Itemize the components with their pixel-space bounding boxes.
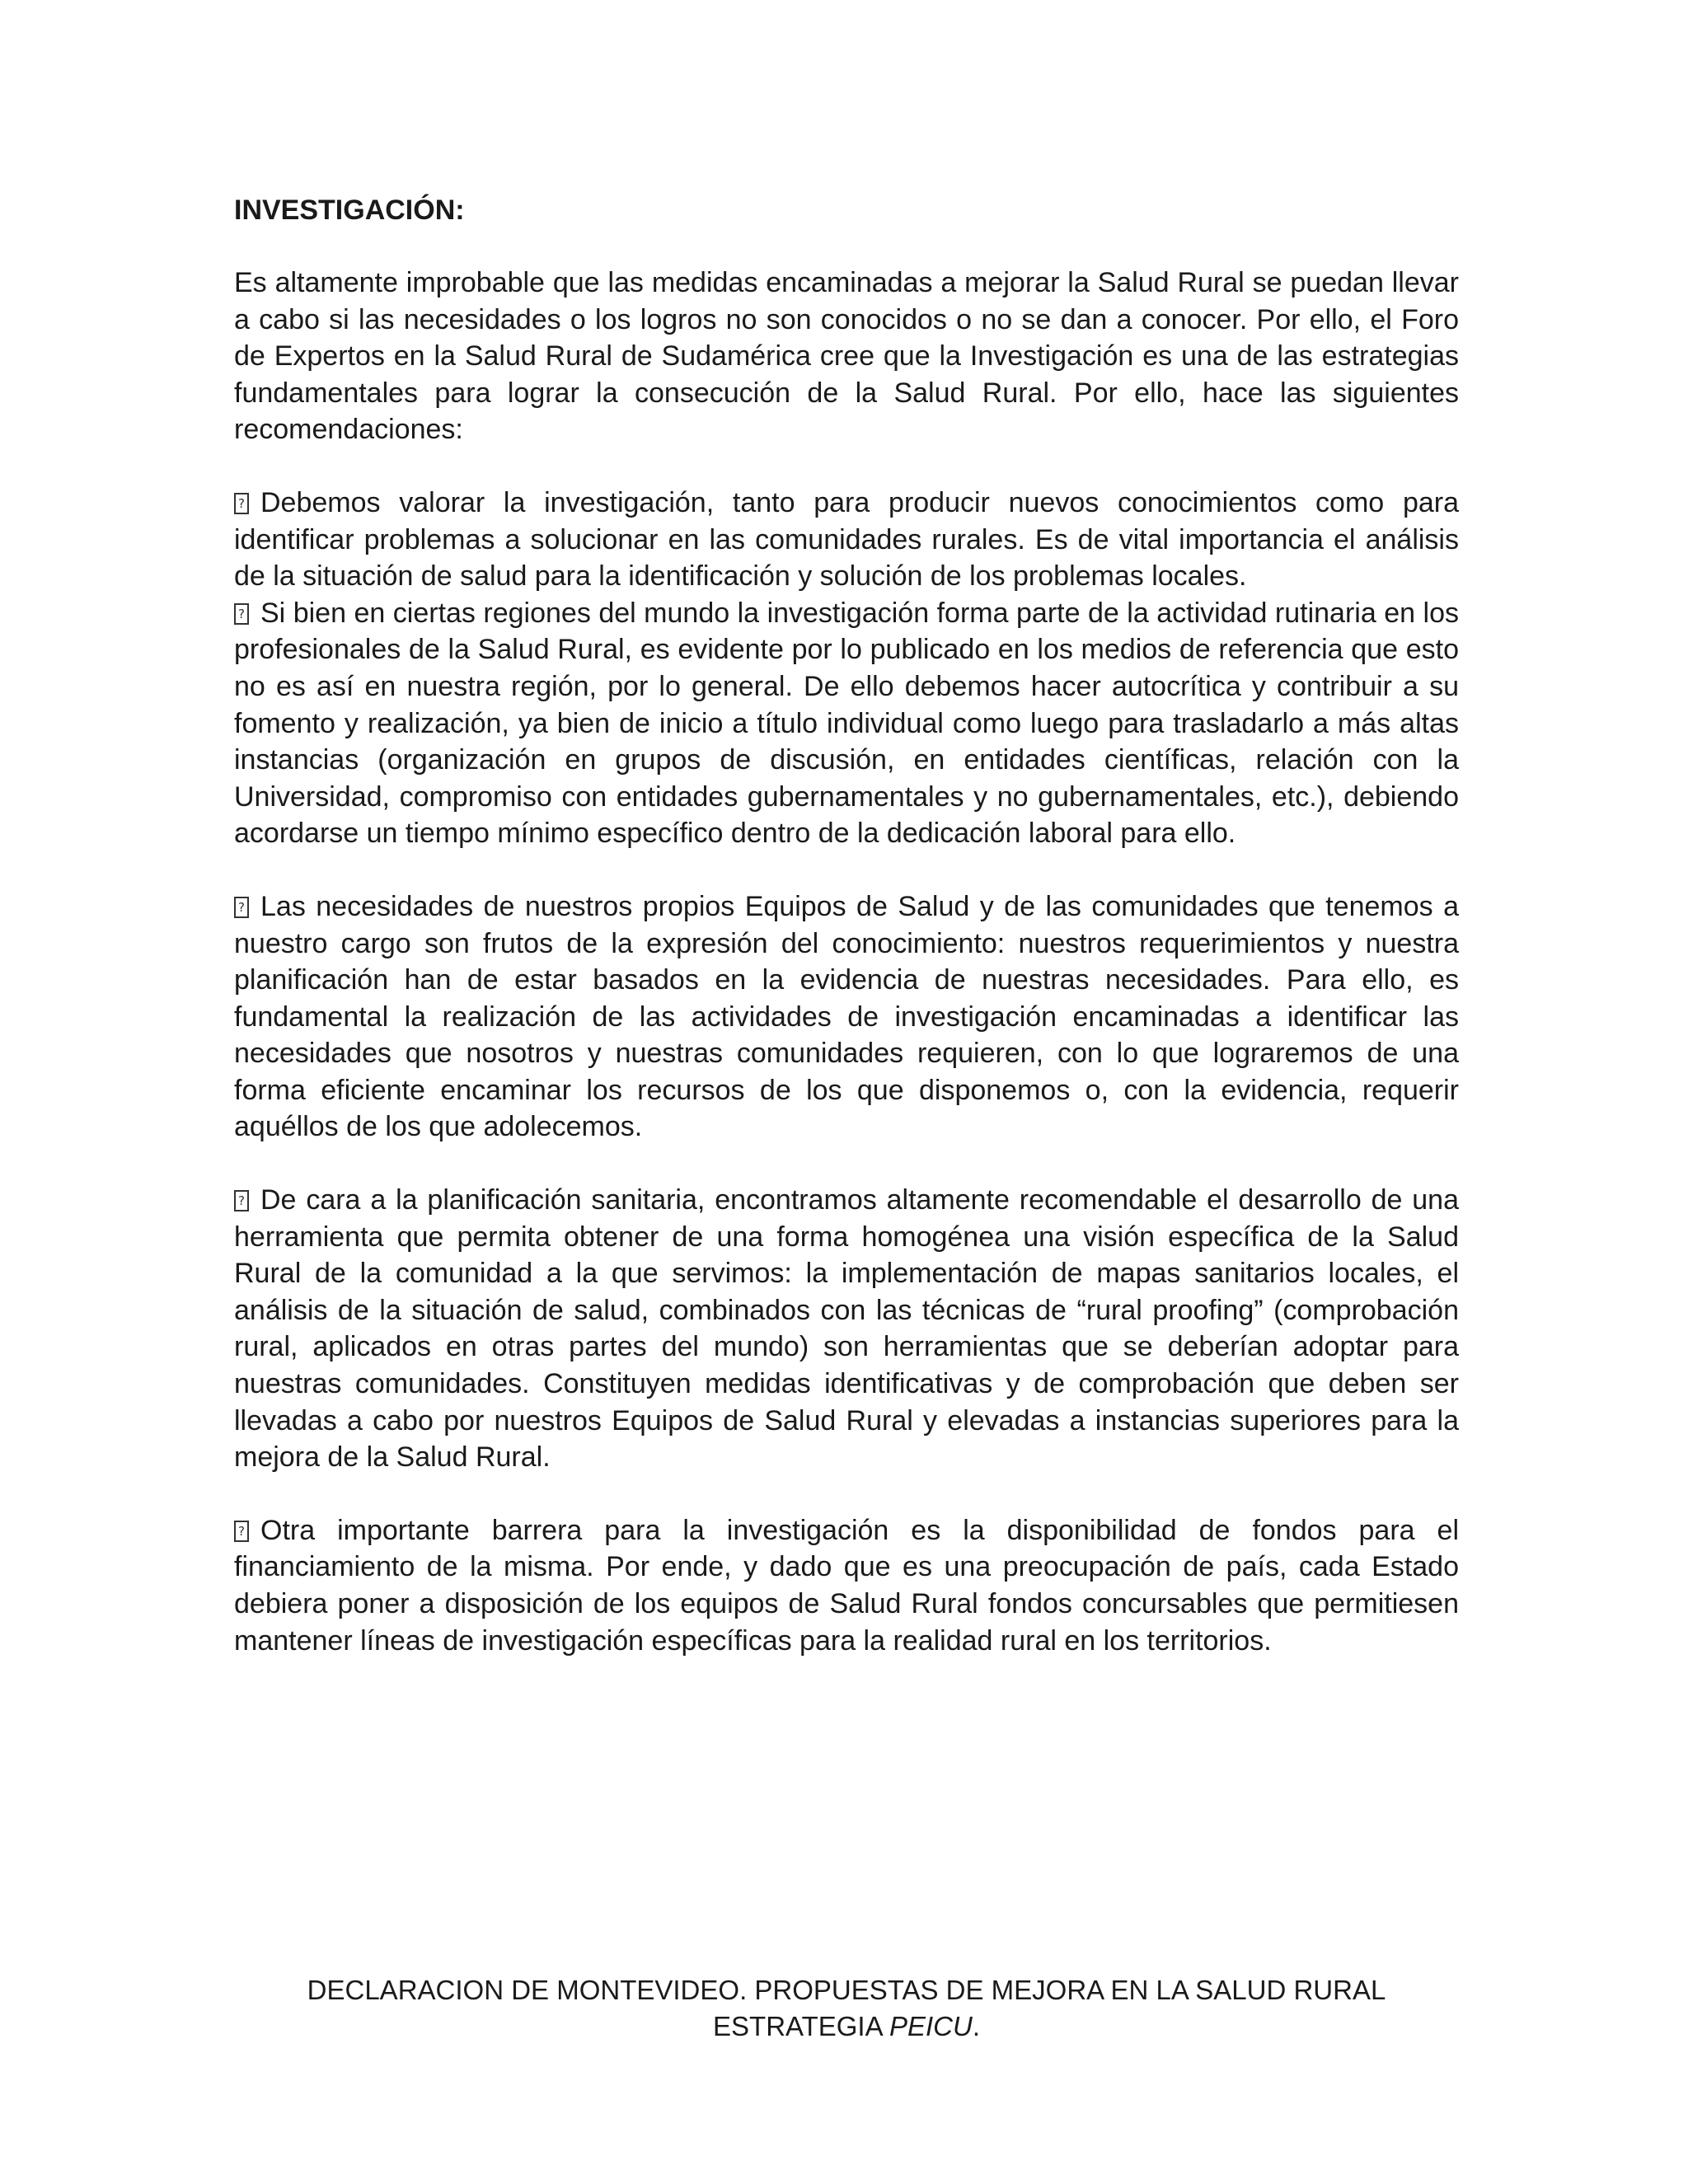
section-heading: INVESTIGACIÓN: — [234, 194, 465, 226]
footer-strategy-name: PEICU — [889, 2011, 973, 2041]
footer-line-1: DECLARACION DE MONTEVIDEO. PROPUESTAS DE MEJORA EN LA SALUD RURAL — [307, 1975, 1386, 2005]
missing-glyph-icon — [234, 1521, 249, 1542]
bullet-paragraph-1 — [234, 485, 1459, 595]
bullet-paragraph-4 — [234, 1182, 1459, 1476]
page-footer — [234, 1972, 1459, 2045]
missing-glyph-icon — [234, 603, 249, 625]
bullet-text-2: Si bien en ciertas regiones del mundo la investigación forma parte de la actividad rutinaria en los profesionales de la Salud Rural, es evidente por lo publicado en los medios de referencia que esto no es así en nuestra región, por lo general. De ello debemos hacer autocrítica y contribuir a su fomento y realización, ya bien de inicio a título individual como luego para trasladarlo a más altas instancias (organización en grupos de discusión, en entidades científicas, relación con la Universidad, compromiso con entidades gubernamentales y no gubernamentales, etc.), debiendo acordarse un tiempo mínimo específico dentro de la dedicación laboral para ello. — [234, 597, 1459, 850]
bullet-text-5: Otra importante barrera para la investigación es la disponibilidad de fondos para el financiamiento de la misma. Por ende, y dado que es una preocupación de país, cada Estado debiera poner a disposición de los equipos de Salud Rural fondos concursables que permitiesen mantener líneas de investigación específicas para la realidad rural en los territorios. — [234, 1514, 1459, 1657]
bullet-paragraph-3 — [234, 888, 1459, 1146]
footer-line-2 — [234, 2008, 1459, 2045]
missing-glyph-icon — [234, 1190, 249, 1212]
intro-paragraph: Es altamente improbable que las medidas encaminadas a mejorar la Salud Rural se puedan llevar a cabo si las necesidades o los logros no son conocidos o no se dan a conocer. Por ello, el Foro de Expertos en la Salud Rural de Sudamérica cree que la Investigación es una de las estrategias fundamentales para lograr la consecución de la Salud Rural. Por ello, hace las siguientes recomendaciones: — [234, 267, 1459, 446]
footer-strategy-label: ESTRATEGIA — [713, 2011, 889, 2041]
bullet-paragraph-2 — [234, 595, 1459, 852]
missing-glyph-icon — [234, 897, 249, 918]
bullet-text-1: Debemos valorar la investigación, tanto para producir nuevos conocimientos como para identificar problemas a solucionar en las comunidades rurales. Es de vital importancia el análisis de la situación de salud para la identificación y solución de los problemas locales. — [234, 486, 1459, 593]
missing-glyph-icon — [234, 493, 249, 514]
document-body — [234, 192, 1459, 1659]
bullet-paragraph-5 — [234, 1512, 1459, 1659]
bullet-text-3: Las necesidades de nuestros propios Equipos de Salud y de las comunidades que tenemos a nuestro cargo son frutos de la expresión del conocimiento: nuestros requerimientos y nuestra planificación han de estar basados en la evidencia de nuestras necesidades. Para ello, es fundamental la realización de las actividades de investigación encaminadas a identificar las necesidades que nosotros y nuestras comunidades requieren, con lo que lograremos de una forma eficiente encaminar los recursos de los que disponemos o, con la evidencia, requerir aquéllos de los que adolecemos. — [234, 890, 1459, 1143]
footer-period: . — [972, 2011, 980, 2041]
bullet-text-4: De cara a la planificación sanitaria, encontramos altamente recomendable el desarrollo de una herramienta que permita obtener de una forma homogénea una visión específica de la Salud Rural de la comunidad a la que servimos: la implementación de mapas sanitarios locales, el análisis de la situación de salud, combinados con las técnicas de “rural proofing” (comprobación rural, aplicados en otras partes del mundo) son herramientas que se deberían adoptar para nuestras comunidades. Constituyen medidas identificativas y de comprobación que deben ser llevadas a cabo por nuestros Equipos de Salud Rural y elevadas a instancias superiores para la mejora de la Salud Rural. — [234, 1184, 1459, 1474]
